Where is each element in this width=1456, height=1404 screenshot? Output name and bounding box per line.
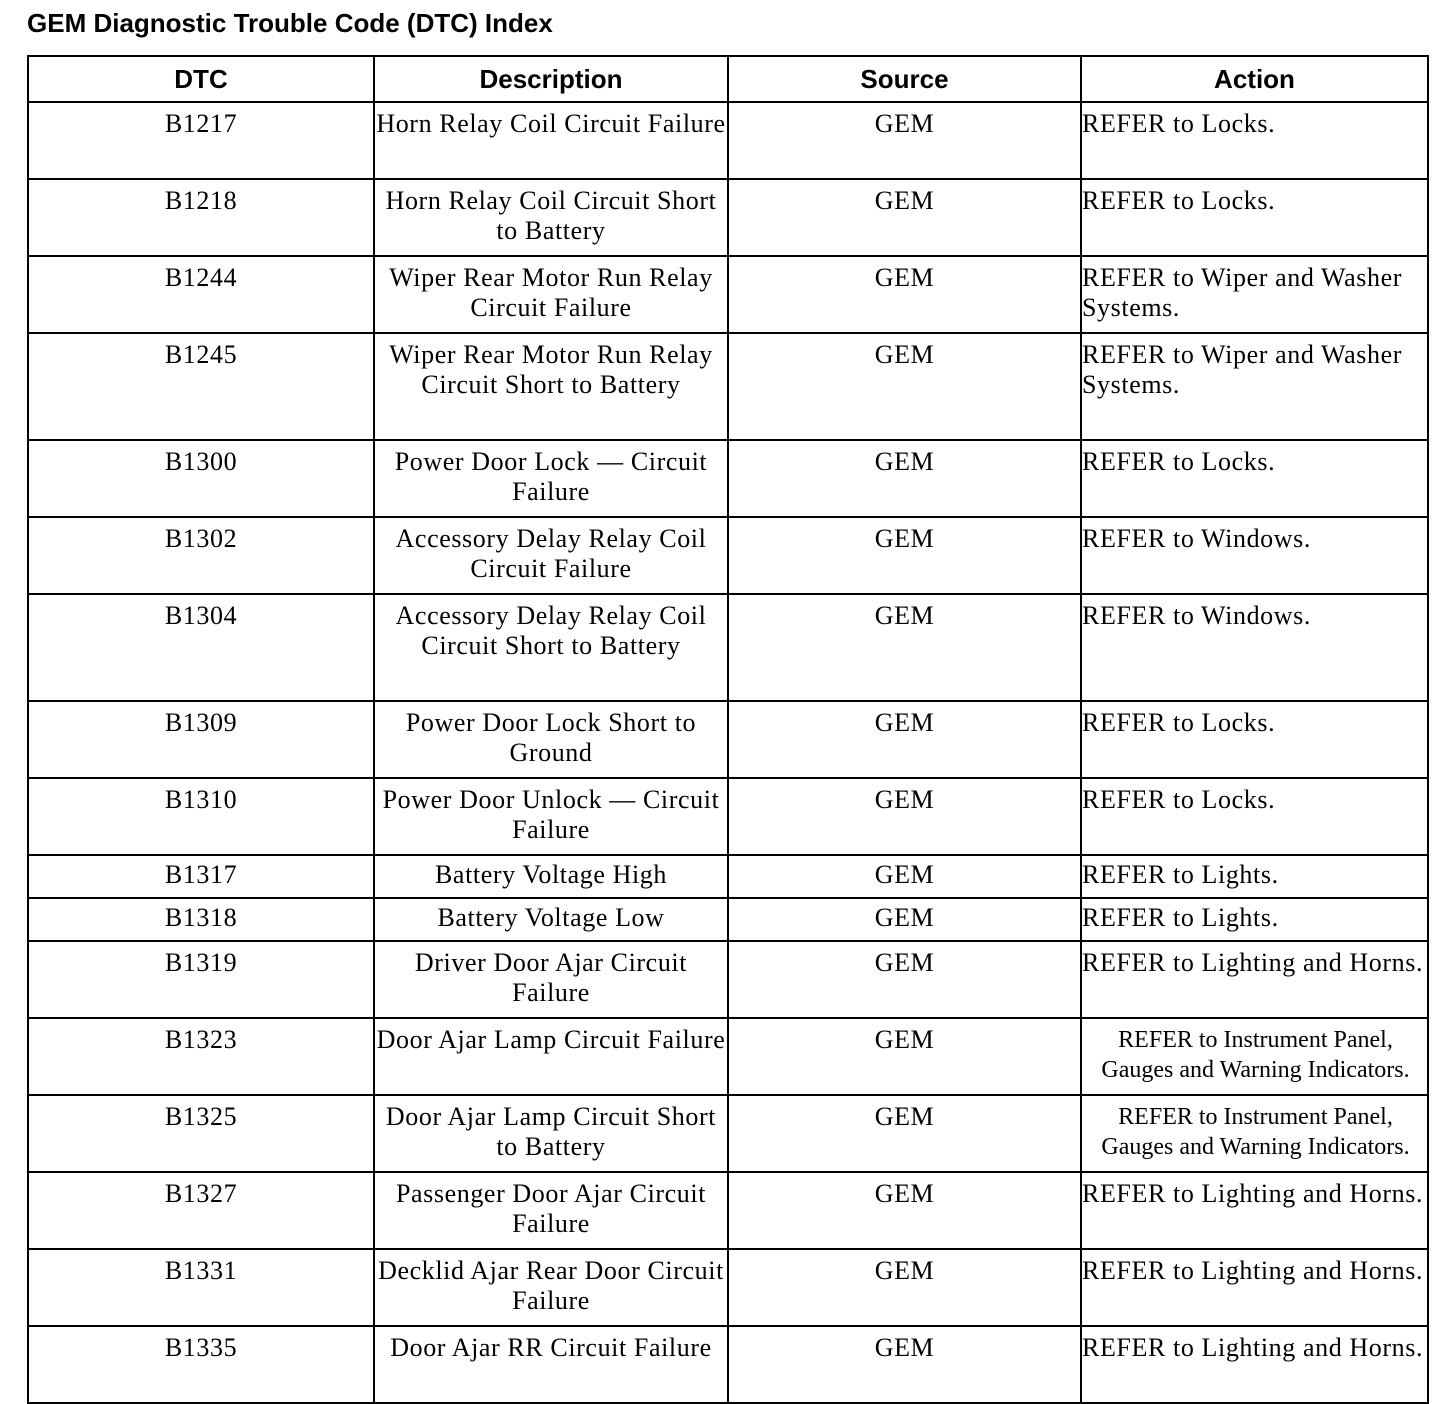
table-row (28, 898, 1428, 941)
description-cell: Door Ajar RR Circuit Failure (374, 1326, 728, 1403)
table-row (28, 594, 1428, 701)
description-cell: Battery Voltage High (374, 855, 728, 898)
table-row (28, 701, 1428, 778)
table-row (28, 517, 1428, 594)
description-cell: Power Door Unlock — Circuit Failure (374, 778, 728, 855)
dtc-cell: B1335 (28, 1326, 374, 1403)
dtc-cell: B1327 (28, 1172, 374, 1249)
table-row (28, 1172, 1428, 1249)
description-cell: Accessory Delay Relay Coil Circuit Short to Battery (374, 594, 728, 701)
table-row (28, 1095, 1428, 1172)
source-cell: GEM (728, 440, 1081, 517)
action-cell: REFER to Locks. (1081, 102, 1428, 179)
description-cell: Power Door Lock Short to Ground (374, 701, 728, 778)
table-row (28, 1326, 1428, 1403)
action-cell: REFER to Lights. (1081, 898, 1428, 941)
action-cell: REFER to Lights. (1081, 855, 1428, 898)
action-cell: REFER to Locks. (1081, 778, 1428, 855)
action-cell: REFER to Instrument Panel, Gauges and Warning Indicators. (1081, 1018, 1428, 1095)
action-cell: REFER to Lighting and Horns. (1081, 1249, 1428, 1326)
source-cell: GEM (728, 1249, 1081, 1326)
dtc-cell: B1302 (28, 517, 374, 594)
source-cell: GEM (728, 1018, 1081, 1095)
dtc-cell: B1304 (28, 594, 374, 701)
dtc-table (27, 55, 1429, 1404)
description-cell: Battery Voltage Low (374, 898, 728, 941)
action-cell: REFER to Locks. (1081, 440, 1428, 517)
source-cell: GEM (728, 179, 1081, 256)
action-cell: REFER to Lighting and Horns. (1081, 941, 1428, 1018)
source-cell: GEM (728, 941, 1081, 1018)
dtc-cell: B1245 (28, 333, 374, 440)
source-cell: GEM (728, 517, 1081, 594)
source-cell: GEM (728, 333, 1081, 440)
header-description: Description (374, 56, 728, 102)
description-cell: Power Door Lock — Circuit Failure (374, 440, 728, 517)
dtc-cell: B1300 (28, 440, 374, 517)
dtc-cell: B1244 (28, 256, 374, 333)
description-cell: Door Ajar Lamp Circuit Failure (374, 1018, 728, 1095)
action-cell: REFER to Instrument Panel, Gauges and Warning Indicators. (1081, 1095, 1428, 1172)
table-row (28, 1018, 1428, 1095)
action-cell: REFER to Wiper and Washer Systems. (1081, 256, 1428, 333)
table-row (28, 179, 1428, 256)
source-cell: GEM (728, 1095, 1081, 1172)
dtc-cell: B1325 (28, 1095, 374, 1172)
header-source: Source (728, 56, 1081, 102)
source-cell: GEM (728, 1326, 1081, 1403)
description-cell: Horn Relay Coil Circuit Failure (374, 102, 728, 179)
action-cell: REFER to Locks. (1081, 701, 1428, 778)
dtc-cell: B1323 (28, 1018, 374, 1095)
dtc-cell: B1317 (28, 855, 374, 898)
page-title: GEM Diagnostic Trouble Code (DTC) Index (27, 8, 553, 38)
table-row (28, 440, 1428, 517)
table-header-row (28, 56, 1428, 102)
description-cell: Wiper Rear Motor Run Relay Circuit Failure (374, 256, 728, 333)
action-cell: REFER to Wiper and Washer Systems. (1081, 333, 1428, 440)
description-cell: Wiper Rear Motor Run Relay Circuit Short to Battery (374, 333, 728, 440)
dtc-cell: B1319 (28, 941, 374, 1018)
source-cell: GEM (728, 778, 1081, 855)
header-action: Action (1081, 56, 1428, 102)
source-cell: GEM (728, 594, 1081, 701)
description-cell: Door Ajar Lamp Circuit Short to Battery (374, 1095, 728, 1172)
table-row (28, 102, 1428, 179)
source-cell: GEM (728, 256, 1081, 333)
table-row (28, 256, 1428, 333)
dtc-cell: B1309 (28, 701, 374, 778)
source-cell: GEM (728, 701, 1081, 778)
dtc-cell: B1217 (28, 102, 374, 179)
table-row (28, 333, 1428, 440)
action-cell: REFER to Windows. (1081, 517, 1428, 594)
description-cell: Driver Door Ajar Circuit Failure (374, 941, 728, 1018)
description-cell: Horn Relay Coil Circuit Short to Battery (374, 179, 728, 256)
table-row (28, 1249, 1428, 1326)
dtc-cell: B1318 (28, 898, 374, 941)
header-dtc: DTC (28, 56, 374, 102)
description-cell: Accessory Delay Relay Coil Circuit Failure (374, 517, 728, 594)
table-row (28, 855, 1428, 898)
action-cell: REFER to Windows. (1081, 594, 1428, 701)
dtc-cell: B1310 (28, 778, 374, 855)
description-cell: Passenger Door Ajar Circuit Failure (374, 1172, 728, 1249)
table-row (28, 941, 1428, 1018)
source-cell: GEM (728, 855, 1081, 898)
table-row (28, 778, 1428, 855)
action-cell: REFER to Lighting and Horns. (1081, 1326, 1428, 1403)
description-cell: Decklid Ajar Rear Door Circuit Failure (374, 1249, 728, 1326)
dtc-cell: B1218 (28, 179, 374, 256)
action-cell: REFER to Locks. (1081, 179, 1428, 256)
source-cell: GEM (728, 898, 1081, 941)
dtc-cell: B1331 (28, 1249, 374, 1326)
source-cell: GEM (728, 102, 1081, 179)
action-cell: REFER to Lighting and Horns. (1081, 1172, 1428, 1249)
source-cell: GEM (728, 1172, 1081, 1249)
